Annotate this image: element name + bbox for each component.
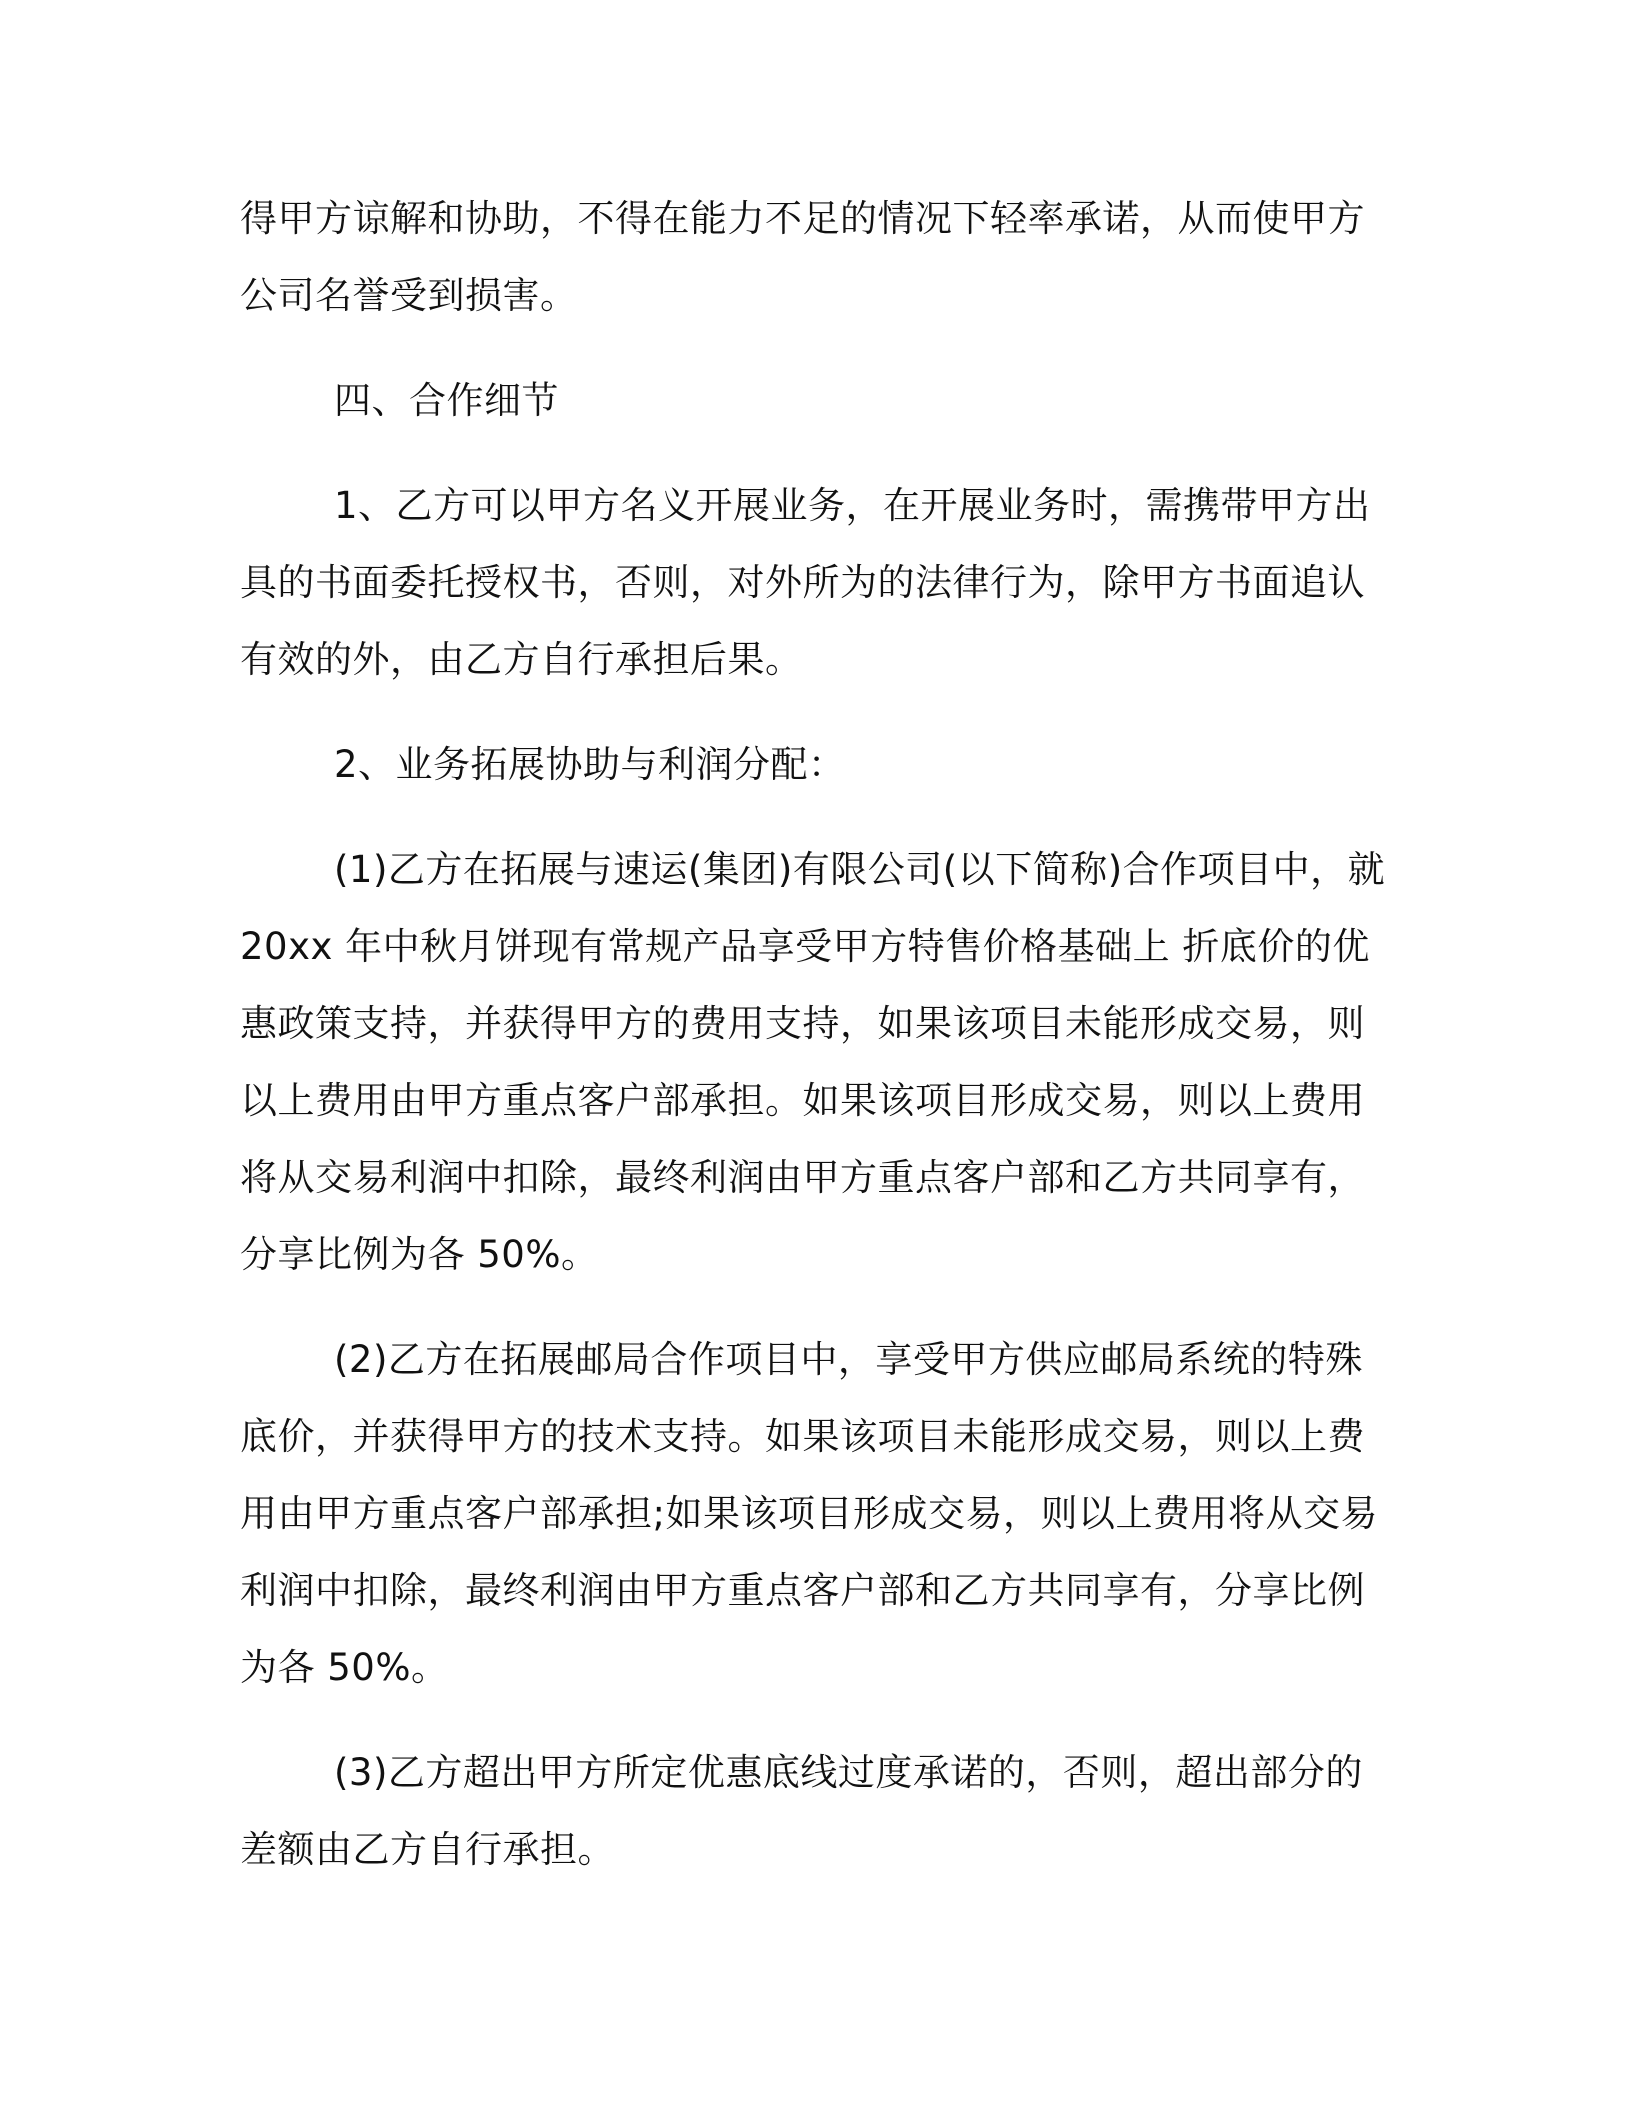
clause-2-3-paragraph: (3)乙方超出甲方所定优惠底线过度承诺的，否则，超出部分的差额由乙方自行承担。 bbox=[240, 1751, 1363, 1871]
clause-2-heading: 2、业务拓展协助与利润分配： bbox=[334, 743, 846, 786]
paragraph-continuation: 得甲方谅解和协助，不得在能力不足的情况下轻率承诺，从而使甲方公司名誉受到损害。 bbox=[240, 197, 1365, 317]
clause-2-2-paragraph: (2)乙方在拓展邮局合作项目中，享受甲方供应邮局系统的特殊底价，并获得甲方的技术支持。如果该项目未能形成交易，则以上费用由甲方重点客户部承担;如果该项目形成交易，则以上费用将从交易利润中扣除，最终利润由甲方重点客户部和乙方共同享有，分享比例为各 50%。 bbox=[240, 1338, 1378, 1689]
document-page bbox=[240, 180, 1400, 1888]
clause-1-paragraph: 1、乙方可以甲方名义开展业务，在开展业务时，需携带甲方出具的书面委托授权书，否则，对外所为的法律行为，除甲方书面追认有效的外，由乙方自行承担后果。 bbox=[240, 484, 1371, 681]
section-heading-cooperation-details: 四、合作细节 bbox=[334, 379, 559, 422]
clause-2-1-paragraph: (1)乙方在拓展与速运(集团)有限公司(以下简称)合作项目中，就 20xx 年中秋月饼现有常规产品享受甲方特售价格基础上 折底价的优惠政策支持，并获得甲方的费用支持，如果该项目未能形成交易，则以上费用由甲方重点客户部承担。如果该项目形成交易，则以上费用将从交易利润中扣除，最终利润由甲方重点客户部和乙方共同享有，分享比例为各 50%。 bbox=[240, 848, 1386, 1276]
